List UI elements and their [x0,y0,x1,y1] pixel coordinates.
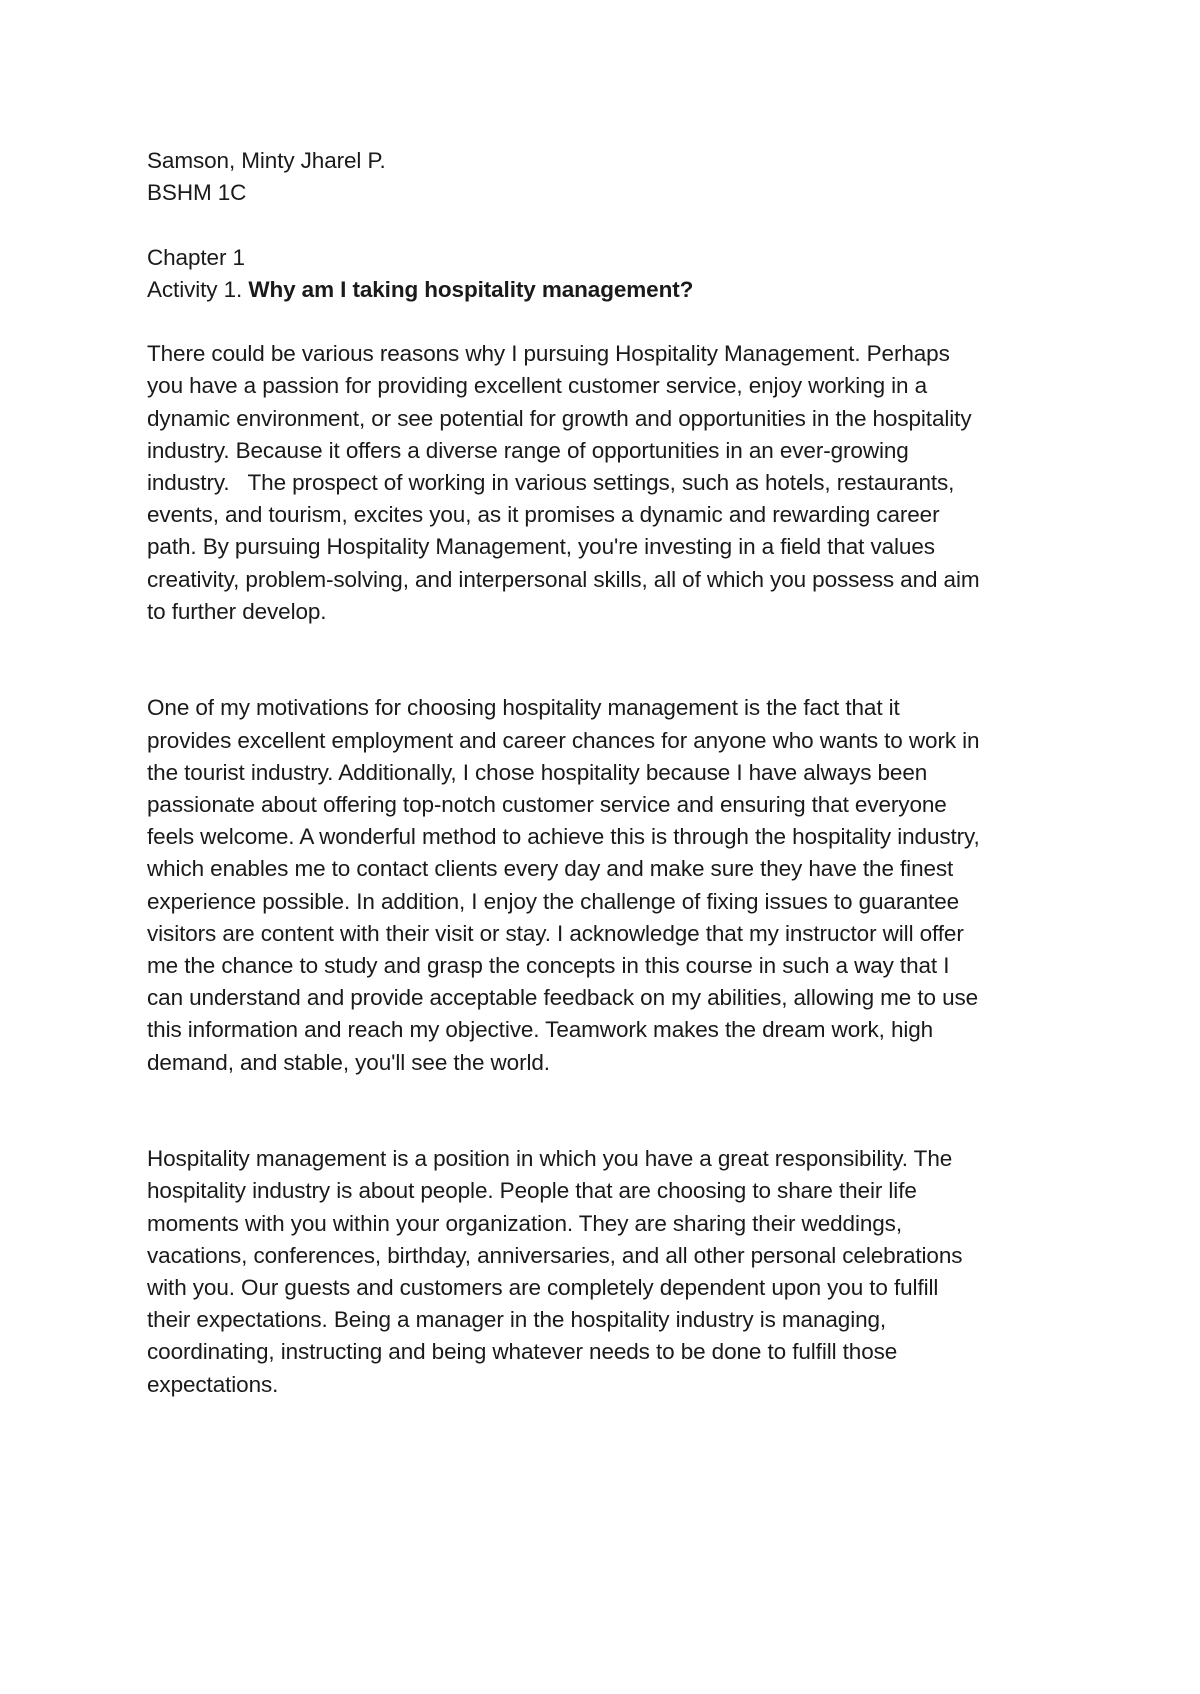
paragraph-3 [147,1143,1077,1401]
paragraph-line: the tourist industry. Additionally, I chose hospitality because I have always been [147,759,928,785]
paragraph-2 [147,692,1077,1078]
activity-prefix: Activity 1. [147,276,249,302]
paragraph-line: There could be various reasons why I pursuing Hospitality Management. Perhaps [147,341,950,367]
paragraph-line: you have a passion for providing excellent customer service, enjoy working in a [147,373,928,399]
student-section: BSHM 1C [147,180,247,206]
paragraph-line: industry. Because it offers a diverse range of opportunities in an ever-growing [147,437,909,463]
blank-lines [147,628,1077,692]
paragraph-line: path. By pursuing Hospitality Management, you're investing in a field that values [147,534,935,560]
paragraph-line: which enables me to contact clients every day and make sure they have the finest [147,856,954,882]
paragraph-line: Hospitality management is a position in which you have a great responsibility. The [147,1146,953,1172]
paragraph-line: One of my motivations for choosing hospitality management is the fact that it [147,695,900,721]
student-name: Samson, Minty Jharel P. [147,148,386,173]
paragraph-line: creativity, problem-solving, and interpersonal skills, all of which you possess and aim [147,566,980,592]
paragraph-line: can understand and provide acceptable feedback on my abilities, allowing me to use [147,985,979,1011]
activity-question: Why am I taking hospitality management? [248,276,694,302]
paragraph-line: dynamic environment, or see potential for growth and opportunities in the hospitality [147,405,972,431]
activity-heading [147,274,1077,306]
paragraph-line: feels welcome. A wonderful method to achieve this is through the hospitality industry, [147,824,980,850]
paragraph-line: events, and tourism, excites you, as it promises a dynamic and rewarding career [147,502,940,528]
chapter-title: Chapter 1 [147,244,245,270]
paragraph-line: their expectations. Being a manager in the hospitality industry is managing, [147,1307,887,1333]
paragraph-line: moments with you within your organization. They are sharing their weddings, [147,1210,902,1236]
blank-lines [147,1079,1077,1143]
blank-line [147,306,1077,338]
paragraph-line: visitors are content with their visit or stay. I acknowledge that my instructor will offer [147,920,964,946]
paragraph-line: experience possible. In addition, I enjoy the challenge of fixing issues to guarantee [147,888,960,914]
paragraph-line: industry. The prospect of working in various settings, such as hotels, restaurants, [147,470,955,495]
document-page [147,145,1077,1401]
paragraph-line: demand, and stable, you'll see the world. [147,1049,550,1075]
blank-line [147,209,1077,241]
paragraph-line: this information and reach my objective. Teamwork makes the dream work, high [147,1017,934,1043]
paragraph-line: with you. Our guests and customers are completely dependent upon you to fulfill [147,1275,939,1301]
paragraph-line: expectations. [147,1371,279,1397]
paragraph-line: passionate about offering top-notch customer service and ensuring that everyone [147,792,947,818]
paragraph-line: provides excellent employment and career chances for anyone who wants to work in [147,727,980,753]
paragraph-1 [147,338,1077,628]
paragraph-line: vacations, conferences, birthday, anniversaries, and all other personal celebrations [147,1242,963,1268]
paragraph-line: me the chance to study and grasp the concepts in this course in such a way that I [147,953,950,979]
paragraph-line: hospitality industry is about people. People that are choosing to share their life [147,1178,917,1204]
paragraph-line: to further develop. [147,598,327,624]
paragraph-line: coordinating, instructing and being whatever needs to be done to fulfill those [147,1339,898,1365]
